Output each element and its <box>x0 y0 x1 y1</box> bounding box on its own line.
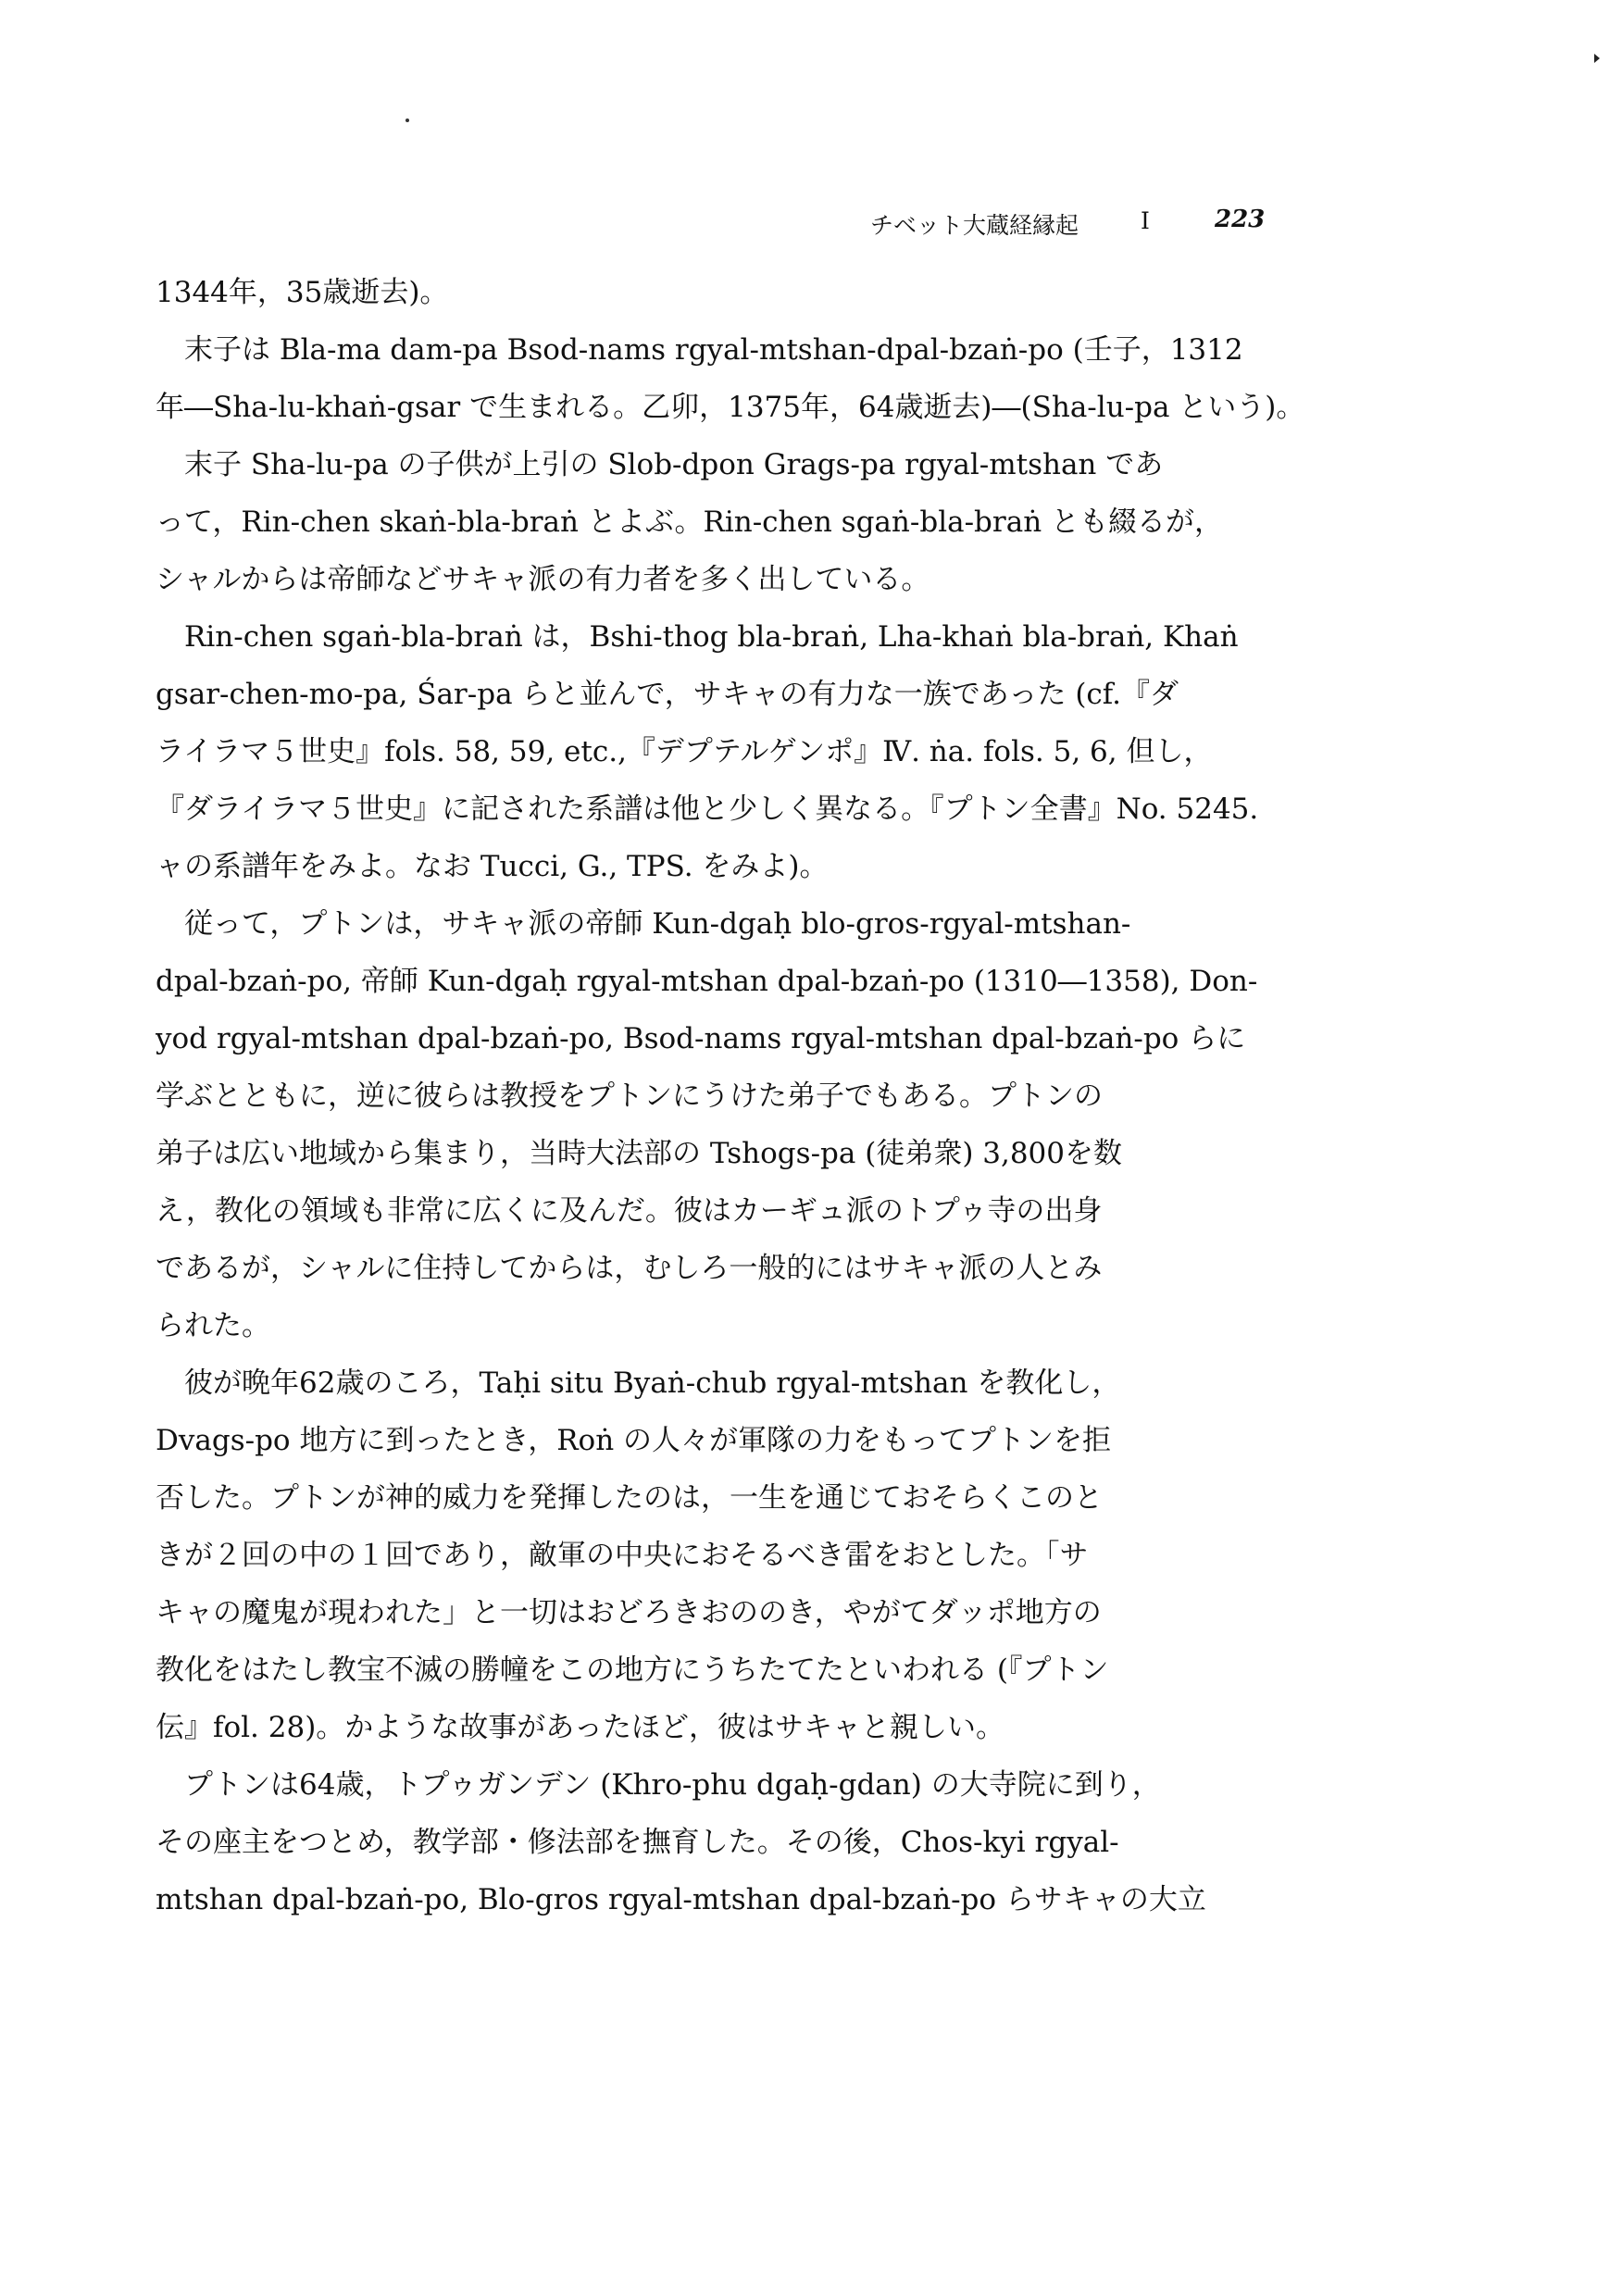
page-number: 223 <box>1215 206 1266 233</box>
text-line: 従って，プトンは，サキャ派の帝師 Kun-dgaḥ blo-gros-rgyal-mtshan- <box>156 907 1131 941</box>
text-line: られた。 <box>156 1309 270 1342</box>
section-number: I <box>1141 207 1150 234</box>
text-line: 学ぶとともに，逆に彼らは教授をプトンにうけた弟子でもある。プトンの <box>156 1079 1103 1113</box>
text-line: プトンは64歳，トプゥガンデン (Khro-phu dgaḥ-gdan) の大寺院に到り， <box>156 1768 1161 1802</box>
running-header <box>870 202 1266 239</box>
stray-mark <box>406 119 409 122</box>
text-line: その座主をつとめ，教学部・修法部を撫育した。その後，Chos-kyi rgyal- <box>156 1826 1119 1859</box>
running-title: チベット大蔵経縁起 <box>870 212 1079 239</box>
text-line: 教化をはたし教宝不滅の勝幢をこの地方にうちたてたといわれる (『プトン <box>156 1653 1109 1687</box>
text-line: 彼が晩年62歳のころ，Taḥi situ Byaṅ-chub rgyal-mtshan を教化し， <box>156 1366 1121 1400</box>
text-line: 否した。プトンが神的威力を発揮したのは，一生を通じておそらくこのと <box>156 1481 1103 1515</box>
text-line: って，Rin-chen skaṅ-bla-braṅ とよぶ。Rin-chen sgaṅ-bla-braṅ とも綴るが， <box>156 505 1224 539</box>
edge-arrow-mark <box>1594 54 1600 63</box>
text-line: ライラマ５世史』fols. 58, 59, etc.,『デプテルゲンポ』Ⅳ. ṅa. fols. 5, 6, 但し， <box>156 735 1213 768</box>
body-text <box>156 264 1308 1928</box>
text-line: シャルからは帝師などサキャ派の有力者を多く出している。 <box>156 563 930 596</box>
text-line: 弟子は広い地域から集まり，当時大法部の Tshogs-pa (徒弟衆) 3,800を数 <box>156 1137 1123 1170</box>
text-line: 1344年，35歳逝去)。 <box>156 276 449 309</box>
text-line: gsar-chen-mo-pa, Śar-pa らと並んで，サキャの有力な一族であった (cf.『ダ <box>156 678 1179 711</box>
text-line: dpal-bzaṅ-po, 帝師 Kun-dgaḥ rgyal-mtshan dpal-bzaṅ-po (1310―1358), Don- <box>156 965 1258 998</box>
text-line: 『ダライラマ５世史』に記された系譜は他と少しく異なる。『プトン全書』No. 5245. <box>156 792 1259 826</box>
text-line: 末子は Bla-ma dam-pa Bsod-nams rgyal-mtshan-dpal-bzaṅ-po (壬子，1312 <box>156 333 1243 367</box>
text-line: 末子 Sha-lu-pa の子供が上引の Slob-dpon Grags-pa rgyal-mtshan であ <box>156 448 1164 481</box>
text-line: ャの系譜年をみよ。なお Tucci, G., TPS. をみよ)。 <box>156 850 829 883</box>
text-line: Rin-chen sgaṅ-bla-braṅ は，Bshi-thog bla-braṅ, Lha-khaṅ bla-braṅ, Khaṅ <box>156 620 1239 654</box>
text-line: キャの魔鬼が現われた」と一切はおどろきおののき，やがてダッポ地方の <box>156 1596 1102 1629</box>
text-line: mtshan dpal-bzaṅ-po, Blo-gros rgyal-mtshan dpal-bzaṅ-po らサキャの大立 <box>156 1883 1206 1916</box>
text-line: Dvags-po 地方に到ったとき，Roṅ の人々が軍隊の力をもってプトンを拒 <box>156 1424 1112 1457</box>
text-line: きが２回の中の１回であり，敵軍の中央におそるべき雷をおとした。「サ <box>156 1539 1089 1572</box>
text-line: え，教化の領域も非常に広くに及んだ。彼はカーギュ派のトプゥ寺の出身 <box>156 1194 1103 1228</box>
text-line: 年―Sha-lu-khaṅ-gsar で生まれる。乙卯，1375年，64歳逝去)―(Sha-lu-pa という)。 <box>156 391 1305 424</box>
text-line: であるが，シャルに住持してからは，むしろ一般的にはサキャ派の人とみ <box>156 1252 1103 1285</box>
text-line: yod rgyal-mtshan dpal-bzaṅ-po, Bsod-nams rgyal-mtshan dpal-bzaṅ-po らに <box>156 1022 1246 1055</box>
text-line: 伝』fol. 28)。かような故事があったほど，彼はサキャと親しい。 <box>156 1711 1004 1744</box>
